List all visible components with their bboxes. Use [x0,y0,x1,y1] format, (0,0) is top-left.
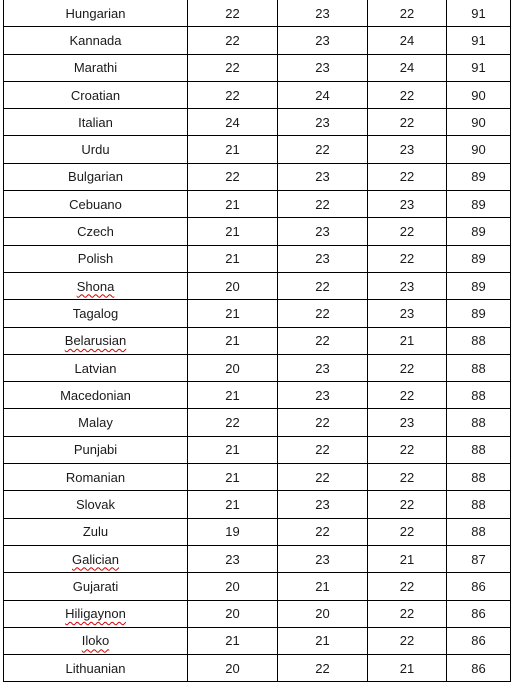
total-score-cell [447,655,511,682]
score-1-cell-text: 21 [225,442,240,458]
score-2-cell [278,627,368,654]
score-1-cell [188,627,278,654]
total-score-cell-text: 88 [471,415,486,431]
score-2-cell [278,136,368,163]
table-row [4,382,511,409]
score-3-cell-text: 22 [399,87,415,103]
language-cell-text: Tagalog [72,305,119,321]
score-3-cell-text: 22 [399,633,415,649]
score-1-cell [188,81,278,108]
table-row [4,627,511,654]
score-3-cell-text: 22 [399,606,415,622]
total-score-cell-text: 86 [471,578,486,594]
table-row [4,300,511,327]
score-2-cell-text: 22 [315,196,330,212]
score-3-cell-text: 24 [399,32,415,48]
score-1-cell [188,27,278,54]
score-3-cell-text: 22 [399,496,415,512]
score-1-cell-text: 19 [225,524,240,540]
score-3-cell [368,191,447,218]
table-row [4,409,511,436]
table-row [4,245,511,272]
table-row [4,272,511,299]
score-2-cell [278,191,368,218]
score-2-cell [278,464,368,491]
language-cell-text: Malay [78,415,113,431]
score-1-cell [188,436,278,463]
language-score-table [3,0,511,682]
score-1-cell-text: 21 [225,305,240,321]
score-2-cell [278,54,368,81]
score-1-cell-text: 21 [225,496,240,512]
score-2-cell [278,109,368,136]
score-2-cell [278,382,368,409]
score-3-cell [368,573,447,600]
score-1-cell-text: 21 [225,633,240,649]
total-score-cell-text: 89 [471,196,486,212]
language-cell-text: Marathi [73,60,118,76]
language-cell-text: Macedonian [60,387,131,403]
table-row [4,109,511,136]
score-3-cell [368,518,447,545]
total-score-cell-text: 89 [471,278,486,294]
score-1-cell-text: 21 [225,387,240,403]
language-cell [4,491,188,518]
language-cell-text: Punjabi [73,442,118,458]
total-score-cell [447,464,511,491]
total-score-cell [447,600,511,627]
score-2-cell-text: 23 [315,224,330,240]
total-score-cell-text: 90 [471,142,486,158]
score-3-cell [368,54,447,81]
score-2-cell-text: 23 [315,114,330,130]
score-2-cell-text: 22 [315,142,330,158]
score-1-cell [188,573,278,600]
total-score-cell [447,109,511,136]
score-1-cell [188,0,278,27]
score-1-cell [188,600,278,627]
score-3-cell [368,81,447,108]
score-3-cell [368,0,447,27]
total-score-cell [447,27,511,54]
score-3-cell-text: 23 [399,415,415,431]
total-score-cell [447,382,511,409]
total-score-cell [447,409,511,436]
total-score-cell [447,573,511,600]
language-cell [4,600,188,627]
score-2-cell [278,0,368,27]
score-1-cell [188,382,278,409]
score-3-cell [368,382,447,409]
score-2-cell-text: 22 [315,333,330,349]
score-2-cell-text: 22 [315,415,330,431]
score-3-cell-text: 22 [399,224,415,240]
total-score-cell [447,81,511,108]
table-body [4,0,511,682]
total-score-cell [447,327,511,354]
total-score-cell [447,245,511,272]
score-1-cell-text: 22 [225,169,240,185]
score-3-cell [368,163,447,190]
score-3-cell [368,109,447,136]
score-2-cell [278,573,368,600]
score-3-cell-text: 22 [399,524,415,540]
score-1-cell-text: 24 [225,114,240,130]
table-row [4,491,511,518]
language-cell [4,136,188,163]
score-2-cell-text: 23 [315,251,330,267]
language-cell [4,436,188,463]
score-3-cell-text: 23 [399,305,415,321]
total-score-cell-text: 86 [471,633,486,649]
table-row [4,27,511,54]
total-score-cell-text: 89 [471,224,486,240]
score-3-cell [368,464,447,491]
score-1-cell-text: 20 [225,578,240,594]
language-cell-text: Hungarian [65,5,126,21]
total-score-cell [447,136,511,163]
table-row [4,54,511,81]
score-2-cell-text: 20 [315,606,330,622]
score-1-cell [188,272,278,299]
score-3-cell [368,245,447,272]
total-score-cell-text: 91 [471,32,486,48]
total-score-cell-text: 91 [471,5,486,21]
score-3-cell [368,300,447,327]
language-cell [4,109,188,136]
score-1-cell-text: 22 [225,87,240,103]
score-3-cell [368,272,447,299]
score-1-cell [188,464,278,491]
table-row [4,655,511,682]
table-row [4,163,511,190]
score-2-cell [278,245,368,272]
language-cell-text: Iloko [81,633,110,649]
total-score-cell-text: 88 [471,496,486,512]
table-row [4,573,511,600]
total-score-cell [447,191,511,218]
total-score-cell [447,354,511,381]
score-3-cell [368,600,447,627]
total-score-cell [447,163,511,190]
score-2-cell-text: 23 [315,32,330,48]
language-cell [4,191,188,218]
score-3-cell [368,655,447,682]
language-cell-text: Slovak [75,496,116,512]
total-score-cell [447,436,511,463]
language-cell-text: Latvian [74,360,117,376]
language-cell [4,573,188,600]
language-cell [4,409,188,436]
language-cell-text: Czech [77,224,114,240]
table-row [4,218,511,245]
score-2-cell-text: 21 [315,633,330,649]
table-row [4,464,511,491]
score-3-cell [368,354,447,381]
score-2-cell-text: 22 [315,278,330,294]
score-3-cell-text: 23 [399,278,415,294]
language-cell-text: Polish [77,251,114,267]
language-cell-text: Shona [76,278,115,294]
total-score-cell-text: 88 [471,524,486,540]
score-2-cell [278,518,368,545]
score-3-cell-text: 23 [399,142,415,158]
total-score-cell-text: 86 [471,660,486,676]
score-1-cell-text: 21 [225,224,240,240]
score-2-cell [278,218,368,245]
language-cell-text: Urdu [81,142,110,158]
score-3-cell [368,136,447,163]
language-cell-text: Gujarati [72,578,119,594]
language-cell [4,300,188,327]
score-1-cell-text: 20 [225,360,240,376]
language-cell [4,464,188,491]
score-2-cell [278,354,368,381]
table-row [4,81,511,108]
language-cell-text: Kannada [69,32,122,48]
total-score-cell-text: 86 [471,606,486,622]
language-cell [4,163,188,190]
language-cell-text: Croatian [70,87,121,103]
score-2-cell [278,27,368,54]
score-3-cell [368,545,447,572]
total-score-cell-text: 91 [471,60,486,76]
table-row [4,0,511,27]
score-1-cell [188,163,278,190]
total-score-cell-text: 88 [471,442,486,458]
score-1-cell-text: 22 [225,415,240,431]
score-2-cell [278,436,368,463]
language-cell [4,655,188,682]
language-cell-text: Hiligaynon [65,606,126,622]
language-cell [4,27,188,54]
language-cell [4,81,188,108]
score-3-cell-text: 22 [399,169,415,185]
score-3-cell-text: 22 [399,442,415,458]
language-cell [4,0,188,27]
language-cell [4,354,188,381]
language-cell-text: Bulgarian [68,169,123,185]
total-score-cell-text: 90 [471,87,486,103]
table-row [4,191,511,218]
total-score-cell [447,218,511,245]
score-2-cell [278,545,368,572]
language-cell [4,518,188,545]
total-score-cell-text: 89 [471,169,486,185]
score-2-cell [278,655,368,682]
language-cell-text: Italian [78,114,113,130]
score-2-cell-text: 22 [315,469,330,485]
score-1-cell-text: 20 [225,278,240,294]
score-2-cell-text: 22 [315,442,330,458]
score-1-cell [188,109,278,136]
score-3-cell-text: 21 [399,660,415,676]
total-score-cell-text: 88 [471,333,486,349]
score-1-cell-text: 20 [225,660,240,676]
score-1-cell [188,54,278,81]
score-3-cell-text: 22 [399,360,415,376]
language-cell-text: Galician [72,551,119,567]
total-score-cell [447,627,511,654]
language-cell [4,54,188,81]
score-2-cell [278,409,368,436]
score-1-cell-text: 21 [225,469,240,485]
total-score-cell-text: 87 [471,551,486,567]
score-1-cell [188,655,278,682]
score-2-cell-text: 23 [315,60,330,76]
score-3-cell [368,27,447,54]
language-cell-text: Cebuano [69,196,122,212]
table-row [4,327,511,354]
score-2-cell [278,163,368,190]
total-score-cell-text: 88 [471,360,486,376]
score-3-cell [368,436,447,463]
total-score-cell-text: 89 [471,305,486,321]
score-3-cell-text: 22 [399,5,415,21]
score-2-cell-text: 21 [315,578,330,594]
language-cell [4,627,188,654]
score-1-cell-text: 23 [225,551,240,567]
total-score-cell [447,272,511,299]
language-cell [4,382,188,409]
score-1-cell-text: 21 [225,142,240,158]
score-2-cell-text: 22 [315,524,330,540]
score-1-cell-text: 21 [225,196,240,212]
score-2-cell-text: 22 [315,305,330,321]
score-3-cell [368,218,447,245]
score-2-cell-text: 24 [315,87,330,103]
score-2-cell [278,491,368,518]
score-1-cell-text: 20 [225,606,240,622]
score-1-cell-text: 22 [225,5,240,21]
score-3-cell-text: 24 [399,60,415,76]
total-score-cell-text: 90 [471,114,486,130]
score-1-cell [188,191,278,218]
total-score-cell-text: 89 [471,251,486,267]
score-3-cell-text: 22 [399,251,415,267]
table-row [4,136,511,163]
score-1-cell [188,327,278,354]
score-3-cell [368,627,447,654]
score-1-cell [188,136,278,163]
language-cell [4,272,188,299]
language-cell [4,218,188,245]
score-1-cell [188,518,278,545]
table-row [4,354,511,381]
score-3-cell-text: 22 [399,578,415,594]
score-1-cell [188,300,278,327]
table-row [4,600,511,627]
score-1-cell [188,218,278,245]
score-2-cell [278,327,368,354]
total-score-cell [447,545,511,572]
score-2-cell-text: 23 [315,551,330,567]
score-3-cell-text: 22 [399,469,415,485]
score-1-cell [188,354,278,381]
score-3-cell [368,491,447,518]
score-1-cell-text: 22 [225,32,240,48]
language-cell-text: Lithuanian [65,660,126,676]
language-cell [4,545,188,572]
language-cell-text: Zulu [82,524,109,540]
score-2-cell [278,600,368,627]
score-3-cell-text: 22 [399,387,415,403]
score-1-cell-text: 21 [225,333,240,349]
total-score-cell [447,54,511,81]
total-score-cell [447,491,511,518]
score-2-cell-text: 23 [315,5,330,21]
score-2-cell-text: 23 [315,387,330,403]
language-cell-text: Romanian [65,469,126,485]
score-1-cell [188,545,278,572]
language-cell [4,245,188,272]
score-2-cell [278,300,368,327]
total-score-cell [447,300,511,327]
score-3-cell-text: 22 [399,114,415,130]
table-row [4,518,511,545]
score-3-cell-text: 21 [399,333,415,349]
score-1-cell [188,409,278,436]
score-1-cell [188,245,278,272]
score-1-cell-text: 22 [225,60,240,76]
language-cell-text: Belarusian [64,333,127,349]
score-2-cell-text: 22 [315,660,330,676]
score-2-cell [278,272,368,299]
score-3-cell-text: 23 [399,196,415,212]
score-2-cell [278,81,368,108]
score-3-cell [368,409,447,436]
language-cell [4,327,188,354]
table-row [4,545,511,572]
total-score-cell-text: 88 [471,387,486,403]
score-1-cell [188,491,278,518]
score-2-cell-text: 23 [315,360,330,376]
total-score-cell [447,518,511,545]
score-1-cell-text: 21 [225,251,240,267]
table-row [4,436,511,463]
score-3-cell [368,327,447,354]
total-score-cell-text: 88 [471,469,486,485]
score-2-cell-text: 23 [315,169,330,185]
score-3-cell-text: 21 [399,551,415,567]
score-2-cell-text: 23 [315,496,330,512]
total-score-cell [447,0,511,27]
